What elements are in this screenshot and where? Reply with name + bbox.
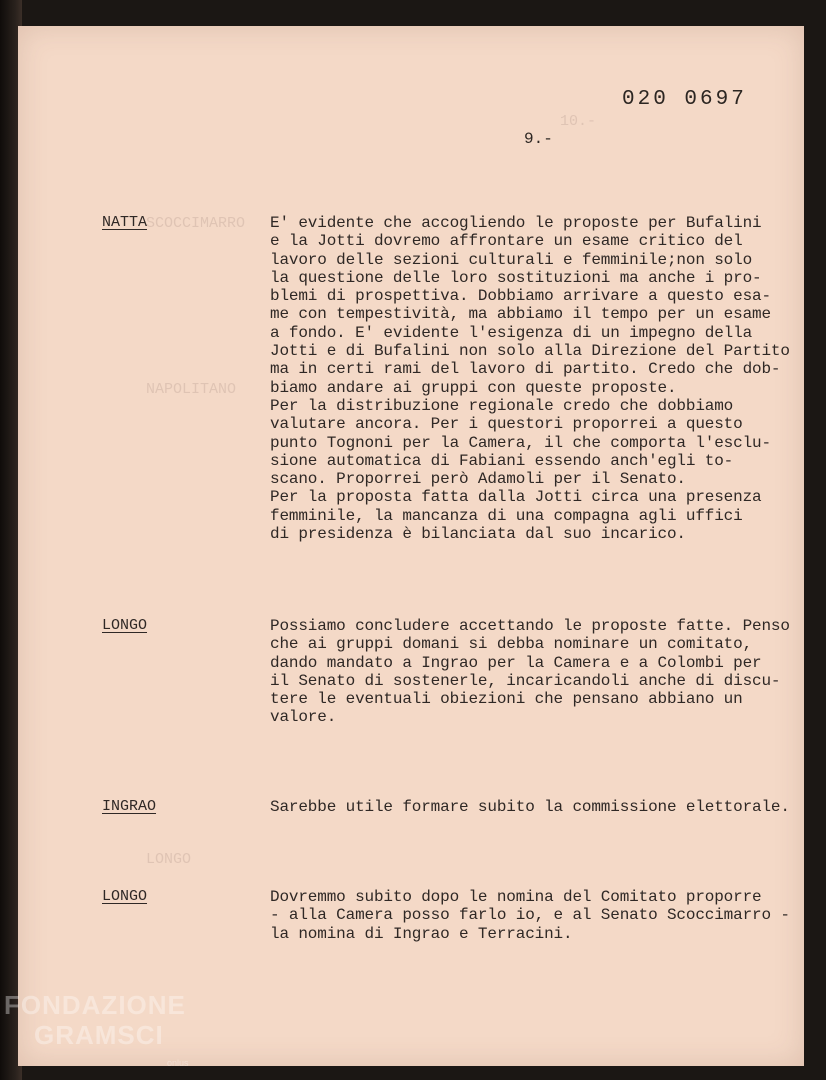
page-number: 9.- (524, 130, 553, 148)
speaker-name: NATTA (102, 214, 148, 231)
speech-text: Sarebbe utile formare subito la commissione elettorale. (270, 798, 790, 816)
speech-text: Possiamo concludere accettando le proposte fatte. Penso che ai gruppi domani si debba nominare un comitato, dando mandato a Ingrao per la Camera e a Colombi per il Senato di sostenerle, incaricandoli anche di discu- tere le eventuali obiezioni che pensano abbiano un valore. (270, 617, 790, 727)
watermark-suffix: onlus (167, 1058, 189, 1068)
watermark-line2: GRAMSCI (34, 1020, 164, 1050)
speech-text: Dovremmo subito dopo le nomina del Comitato proporre - alla Camera posso farlo io, e al Senato Scoccimarro - la nomina di Ingrao e Terracini. (270, 888, 790, 943)
speaker-name: LONGO (102, 617, 148, 634)
speaker-name: LONGO (102, 888, 148, 905)
watermark-line1: FONDAZIONE (4, 990, 186, 1020)
document-number: 020 0697 (622, 88, 747, 111)
fondazione-gramsci-watermark (4, 990, 189, 1068)
speech-text: E' evidente che accogliendo le proposte per Bufalini e la Jotti dovremo affrontare un esame critico del lavoro delle sezioni culturali e femminile;non solo la questione delle loro sostituzioni ma anche i pro- blemi di prospettiva. Dobbiamo arrivare a questo esa- me con tempestività, ma abbiamo il tempo per un esame a fondo. E' evidente l'esigenza di un impegno della Jotti e di Bufalini non solo alla Direzione del Partito ma in certi rami del lavoro di partito. Credo che dob- biamo andare ai gruppi con queste proposte. Per la distribuzione regionale credo che dobbiamo valutare ancora. Per i questori proporrei a questo punto Tognoni per la Camera, il che comporta l'esclu- sione automatica di Fabiani essendo anch'egli to- scano. Proporrei però Adamoli per il Senato. Per la proposta fatta dalla Jotti circa una presenza femminile, la mancanza di una compagna agli uffici di presidenza è bilanciata dal suo incarico. (270, 214, 790, 544)
speaker-name: INGRAO (102, 798, 157, 815)
